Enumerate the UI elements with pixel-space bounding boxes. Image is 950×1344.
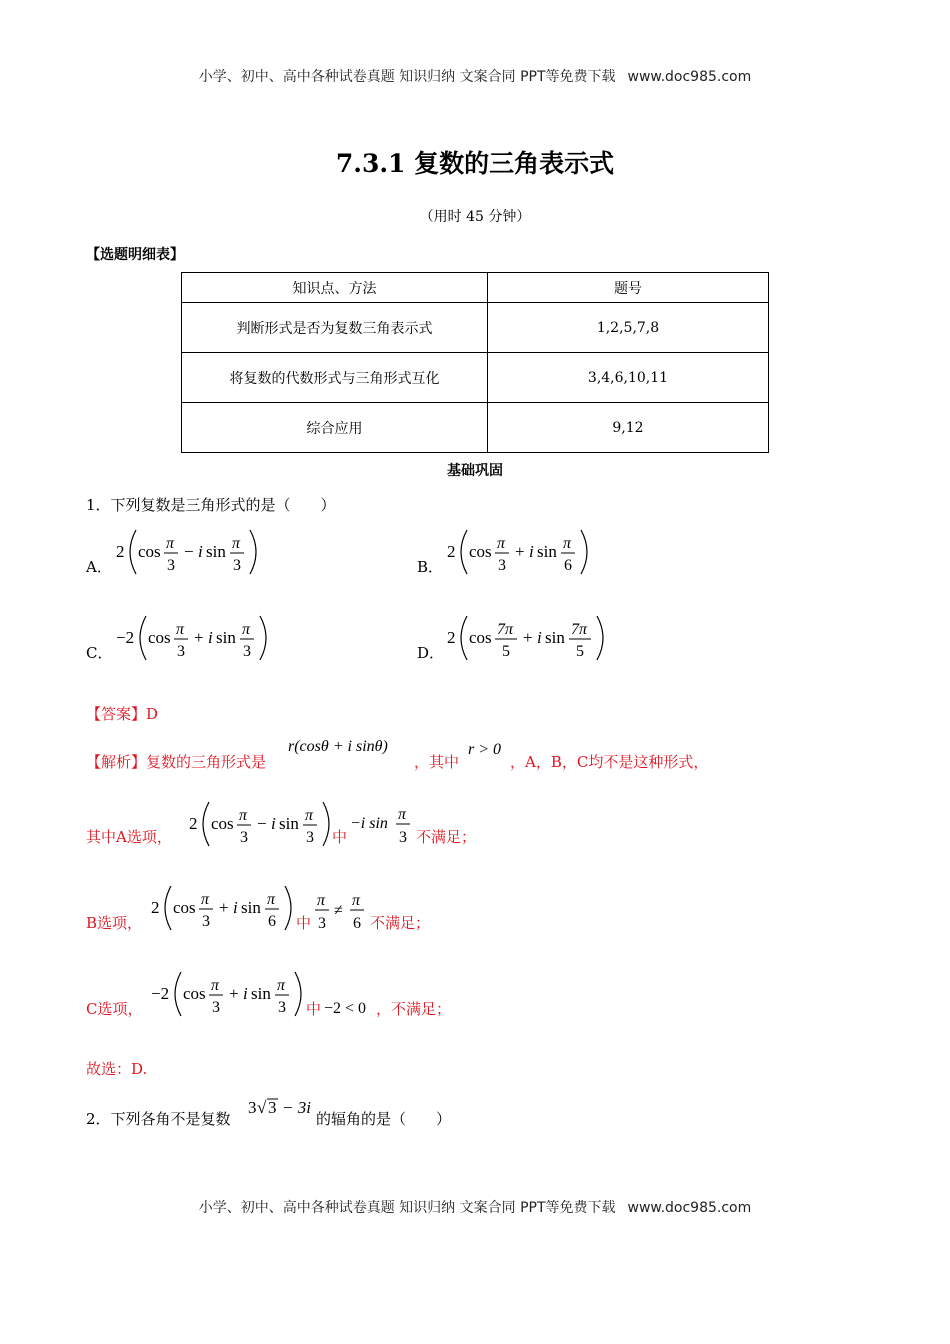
page-header (0, 66, 950, 86)
table-cell: 9,12 (488, 403, 769, 453)
coef: 2 (447, 628, 456, 647)
den: 6 (353, 915, 361, 932)
analysis-line-a-post: 不满足； (416, 828, 477, 846)
radicand: 3 (268, 1098, 277, 1117)
sin: sin (216, 628, 236, 647)
left-paren (130, 530, 136, 574)
coef: 2 (151, 898, 160, 917)
table-header-row (182, 273, 769, 303)
formula-q2-complex (246, 1094, 318, 1120)
cos: cos (138, 542, 161, 561)
analysis-line-c-post: ，不满足； (376, 1000, 452, 1018)
cos: cos (469, 542, 492, 561)
num: π (563, 535, 572, 552)
coef: 2 (116, 542, 125, 561)
den: 3 (318, 915, 326, 932)
option-c-formula (112, 610, 272, 666)
section-heading: 基础巩固 (447, 463, 503, 479)
neq: ≠ (334, 902, 343, 919)
den: 3 (202, 913, 210, 930)
cos: cos (148, 628, 171, 647)
analysis-lead: 【解析】复数的三角形式是 (86, 753, 267, 771)
right-paren (285, 886, 291, 930)
op: + (194, 628, 204, 647)
op: − (184, 542, 194, 561)
cos: cos (173, 898, 196, 917)
num: π (317, 892, 326, 909)
i: i (529, 542, 534, 561)
num: 7π (497, 621, 514, 638)
i: i (208, 628, 213, 647)
table-cell: 判断形式是否为复数三角表示式 (182, 303, 488, 353)
option-d-formula (443, 610, 613, 666)
sin: sin (279, 814, 299, 833)
table-row (182, 303, 769, 353)
answer: 【答案】D (86, 705, 159, 723)
left-paren (140, 616, 146, 660)
i: i (537, 628, 542, 647)
right-paren (295, 972, 301, 1016)
footer-text: 小学、初中、高中各种试卷真题 知识归纳 文案合同 PPT等免费下载 (198, 1200, 616, 1216)
cos: cos (183, 984, 206, 1003)
sin: sin (545, 628, 565, 647)
num: π (497, 535, 506, 552)
sin: sin (206, 542, 226, 561)
table-header-cell: 知识点、方法 (182, 273, 488, 303)
time-note: （用时 45 分钟） (419, 209, 531, 225)
table-cell: 将复数的代数形式与三角形式互化 (182, 353, 488, 403)
page-footer (0, 1197, 950, 1217)
op: + (523, 628, 533, 647)
option-a-label: A． (86, 558, 112, 576)
den: 6 (268, 913, 276, 930)
question-2-pre: 2．下列各角不是复数 (86, 1110, 231, 1128)
analysis-line-c-mid: 中 (306, 1000, 322, 1018)
i: i (243, 984, 248, 1003)
footer-url[interactable]: www.doc985.com (627, 1200, 752, 1216)
den: 5 (576, 643, 584, 660)
num: π (166, 535, 175, 552)
den: 5 (502, 643, 510, 660)
table-row (182, 353, 769, 403)
analysis-line-b-pre: B选项， (86, 914, 143, 932)
table-cell: 综合应用 (182, 403, 488, 453)
den: 3 (177, 643, 185, 660)
question-1-stem: 1．下列复数是三角形式的是（ ） (86, 496, 336, 514)
header-text: 小学、初中、高中各种试卷真题 知识归纳 文案合同 PPT等免费下载 (198, 69, 616, 85)
formula-line-a (185, 796, 335, 852)
num: π (267, 891, 276, 908)
left-paren (165, 886, 171, 930)
cos: cos (469, 628, 492, 647)
coef: −2 (151, 984, 170, 1003)
den: 3 (212, 999, 220, 1016)
table-header-cell: 题号 (488, 273, 769, 303)
analysis-conclusion: 故选：D. (86, 1060, 148, 1078)
option-d-label: D． (417, 644, 445, 662)
coef: 2 (189, 814, 198, 833)
r-form: r(cosθ + i sinθ) (288, 738, 388, 755)
topic-table (181, 272, 769, 453)
table-cell: 3,4,6,10,11 (488, 353, 769, 403)
den: 6 (564, 557, 572, 574)
formula-neg-i-sin (348, 800, 414, 852)
option-b-label: B． (417, 558, 444, 576)
sin: sin (537, 542, 557, 561)
i: i (271, 814, 276, 833)
analysis-line-a-pre: 其中A选项， (86, 828, 172, 846)
den: 3 (498, 557, 506, 574)
sin: sin (251, 984, 271, 1003)
den: 3 (243, 643, 251, 660)
den: 3 (233, 557, 241, 574)
op: + (229, 984, 239, 1003)
left-paren (461, 616, 467, 660)
neg2-lt0: −2 < 0 (324, 1000, 367, 1017)
coef: −2 (116, 628, 135, 647)
op: + (219, 898, 229, 917)
i: i (198, 542, 203, 561)
formula-pi-neq (312, 886, 368, 938)
num: π (305, 807, 314, 824)
right-paren (323, 802, 329, 846)
num: π (201, 891, 210, 908)
analysis-tail: ，A，B，C均不是这种形式， (510, 753, 709, 771)
question-2-post: 的辐角的是（ ） (316, 1110, 452, 1128)
den: 3 (240, 829, 248, 846)
formula-line-c (147, 966, 307, 1022)
den: 3 (306, 829, 314, 846)
den: 3 (278, 999, 286, 1016)
num: π (211, 977, 220, 994)
den: 3 (399, 829, 407, 846)
formula-line-b (147, 880, 297, 936)
num: π (176, 621, 185, 638)
left-paren (203, 802, 209, 846)
r-gt0: r > 0 (468, 741, 502, 758)
right-paren (597, 616, 603, 660)
right-paren (260, 616, 266, 660)
analysis-line-c-pre: C选项， (86, 1000, 143, 1018)
formula-neg2-lt0 (322, 996, 378, 1020)
left-paren (175, 972, 181, 1016)
num: 7π (571, 621, 588, 638)
num: π (232, 535, 241, 552)
num: π (239, 807, 248, 824)
op: − (257, 814, 267, 833)
sin: sin (241, 898, 261, 917)
cos: cos (211, 814, 234, 833)
i: i (233, 898, 238, 917)
op: + (515, 542, 525, 561)
left-paren (461, 530, 467, 574)
den: 3 (167, 557, 175, 574)
page-title: 7.3.1 复数的三角表示式 (335, 149, 615, 178)
coef: 2 (447, 542, 456, 561)
num: π (398, 806, 407, 823)
right-paren (250, 530, 256, 574)
header-url[interactable]: www.doc985.com (627, 69, 752, 85)
neg-i-sin: −i sin (350, 815, 388, 832)
analysis-mid: ，其中 (414, 753, 460, 771)
right-paren (581, 530, 587, 574)
coef: 3 (248, 1098, 257, 1117)
table-cell: 1,2,5,7,8 (488, 303, 769, 353)
table-row (182, 403, 769, 453)
formula-r-positive (466, 738, 512, 760)
num: π (277, 977, 286, 994)
option-c-label: C． (86, 644, 113, 662)
sqrt: √ (257, 1098, 267, 1117)
num: π (242, 621, 251, 638)
table-label: 【选题明细表】 (86, 247, 184, 263)
num: π (352, 892, 361, 909)
formula-r-form (286, 734, 416, 758)
option-a-formula (112, 524, 262, 580)
imag-part: − 3i (282, 1098, 311, 1117)
option-b-formula (443, 524, 593, 580)
analysis-line-a-mid: 中 (332, 828, 348, 846)
analysis-line-b-post: 不满足； (370, 914, 431, 932)
analysis-line-b-mid: 中 (296, 914, 312, 932)
